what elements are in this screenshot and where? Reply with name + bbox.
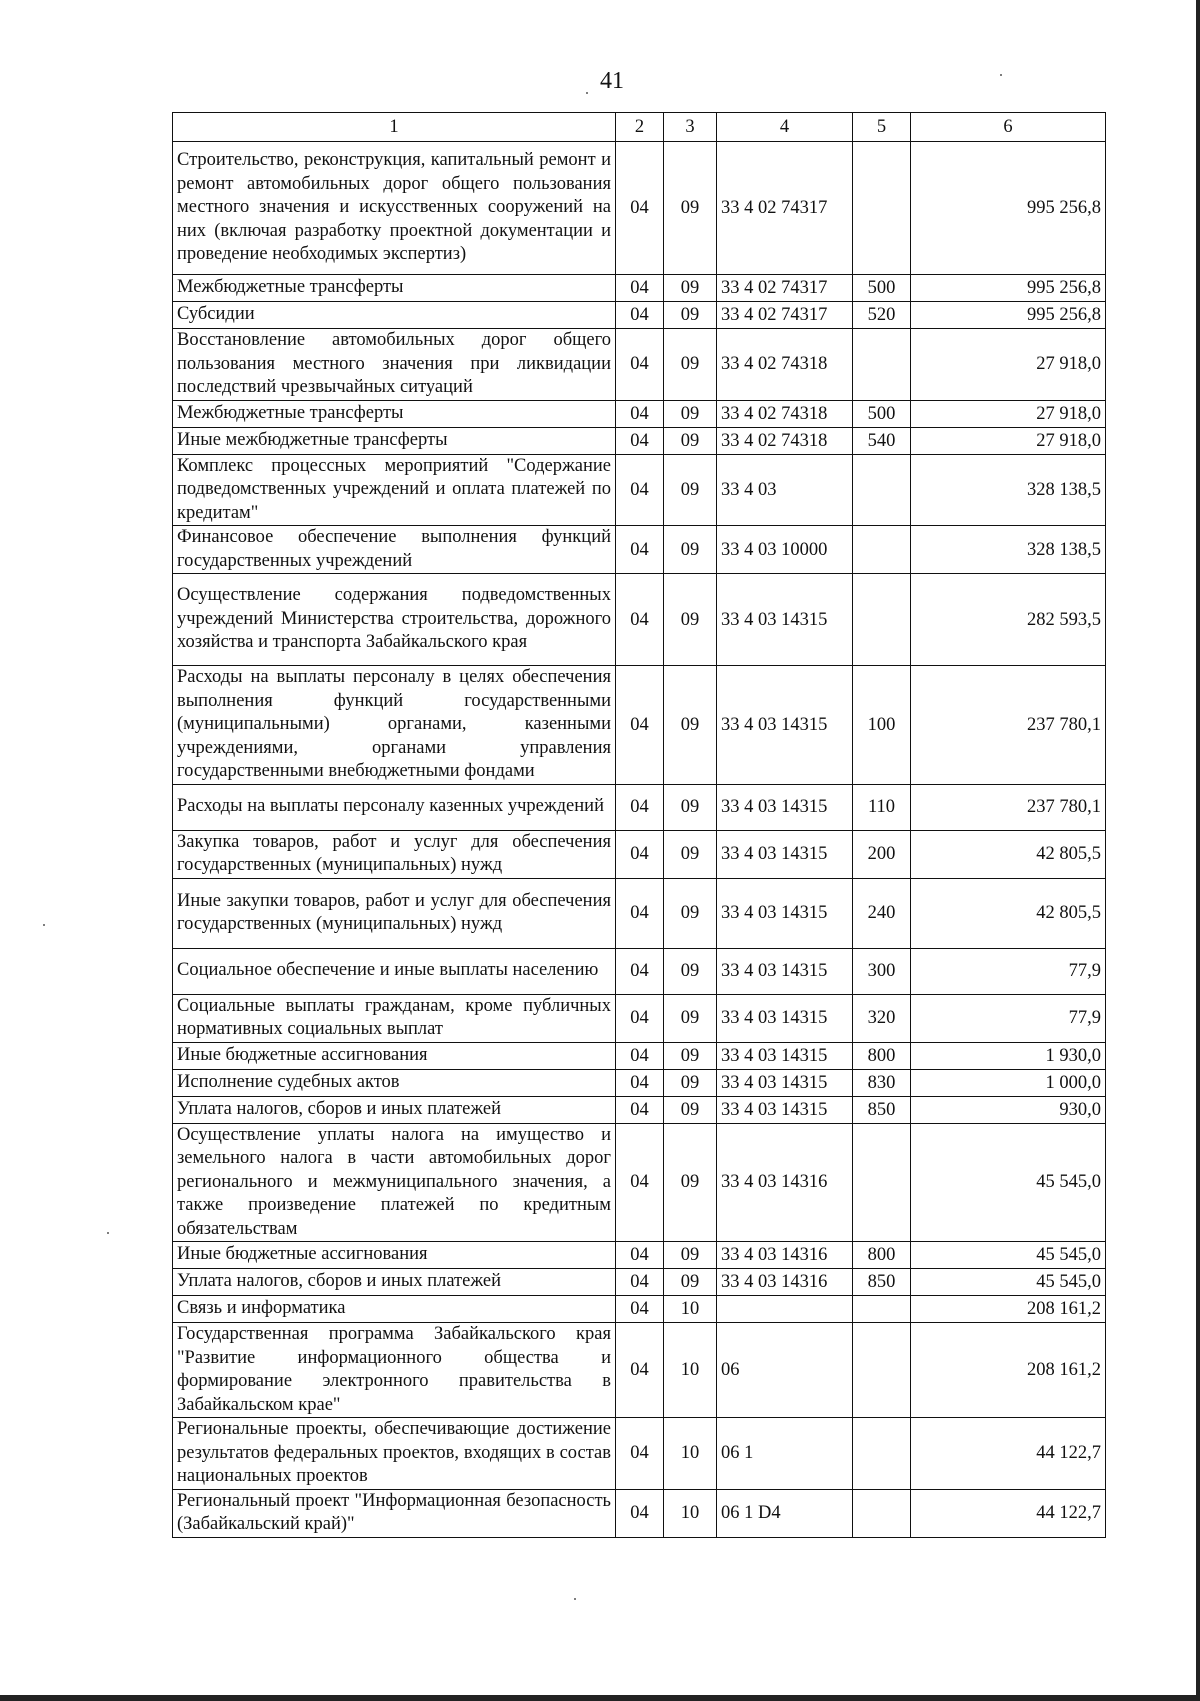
subsection-code-cell: 09: [664, 1096, 717, 1123]
table-row: [173, 784, 1106, 830]
row-name-cell: Комплекс процессных мероприятий "Содержание подведомственных учреждений и оплата платежей по кредитам": [173, 454, 616, 526]
subsection-code-cell: 10: [664, 1296, 717, 1323]
amount-cell: 77,9: [911, 994, 1106, 1042]
table-body: [173, 142, 1106, 1538]
section-code-cell: 04: [616, 1269, 664, 1296]
target-article-cell: 33 4 03 14315: [717, 878, 853, 948]
amount-cell: 930,0: [911, 1096, 1106, 1123]
subsection-code-cell: 09: [664, 878, 717, 948]
table-row: [173, 454, 1106, 526]
page-number: 41: [600, 68, 624, 94]
header-cell: 5: [853, 113, 911, 142]
header-cell: 4: [717, 113, 853, 142]
table-row: [173, 275, 1106, 302]
table-row: [173, 994, 1106, 1042]
subsection-code-cell: 10: [664, 1323, 717, 1418]
amount-cell: 45 545,0: [911, 1269, 1106, 1296]
scan-speck: [107, 1232, 109, 1234]
amount-cell: 27 918,0: [911, 329, 1106, 401]
amount-cell: 42 805,5: [911, 878, 1106, 948]
section-code-cell: 04: [616, 454, 664, 526]
expense-type-cell: [853, 574, 911, 666]
target-article-cell: 33 4 02 74318: [717, 329, 853, 401]
section-code-cell: 04: [616, 830, 664, 878]
amount-cell: 995 256,8: [911, 275, 1106, 302]
table-row: [173, 1296, 1106, 1323]
table-row: [173, 1096, 1106, 1123]
section-code-cell: 04: [616, 1296, 664, 1323]
target-article-cell: [717, 1296, 853, 1323]
row-name-cell: Связь и информатика: [173, 1296, 616, 1323]
amount-cell: 328 138,5: [911, 454, 1106, 526]
section-code-cell: 04: [616, 784, 664, 830]
target-article-cell: 33 4 03 14315: [717, 830, 853, 878]
row-name-cell: Государственная программа Забайкальского края "Развитие информационного общества и формирование электронного правительства в Забайкальском крае": [173, 1323, 616, 1418]
row-name-cell: Региональные проекты, обеспечивающие достижение результатов федеральных проектов, входящих в состав национальных проектов: [173, 1418, 616, 1490]
row-name-cell: Осуществление содержания подведомственных учреждений Министерства строительства, дорожного хозяйства и транспорта Забайкальского края: [173, 574, 616, 666]
row-name-cell: Региональный проект "Информационная безопасность (Забайкальский край)": [173, 1489, 616, 1537]
subsection-code-cell: 09: [664, 666, 717, 785]
table-row: [173, 878, 1106, 948]
header-cell: 6: [911, 113, 1106, 142]
expense-type-cell: [853, 1418, 911, 1490]
table-row: [173, 1042, 1106, 1069]
header-row: [173, 113, 1106, 142]
section-code-cell: 04: [616, 302, 664, 329]
target-article-cell: 33 4 02 74317: [717, 142, 853, 275]
subsection-code-cell: 09: [664, 1042, 717, 1069]
amount-cell: 282 593,5: [911, 574, 1106, 666]
expense-type-cell: [853, 526, 911, 574]
amount-cell: 42 805,5: [911, 830, 1106, 878]
header-cell: 1: [173, 113, 616, 142]
section-code-cell: 04: [616, 1323, 664, 1418]
section-code-cell: 04: [616, 400, 664, 427]
target-article-cell: 33 4 03 14315: [717, 666, 853, 785]
section-code-cell: 04: [616, 1242, 664, 1269]
table-row: [173, 302, 1106, 329]
section-code-cell: 04: [616, 142, 664, 275]
expense-type-cell: 500: [853, 275, 911, 302]
subsection-code-cell: 09: [664, 784, 717, 830]
subsection-code-cell: 09: [664, 1269, 717, 1296]
row-name-cell: Уплата налогов, сборов и иных платежей: [173, 1269, 616, 1296]
subsection-code-cell: 09: [664, 526, 717, 574]
amount-cell: 27 918,0: [911, 427, 1106, 454]
amount-cell: 995 256,8: [911, 142, 1106, 275]
subsection-code-cell: 09: [664, 302, 717, 329]
target-article-cell: 06: [717, 1323, 853, 1418]
expense-type-cell: 850: [853, 1269, 911, 1296]
expense-type-cell: [853, 142, 911, 275]
section-code-cell: 04: [616, 948, 664, 994]
amount-cell: 237 780,1: [911, 666, 1106, 785]
section-code-cell: 04: [616, 329, 664, 401]
amount-cell: 1 930,0: [911, 1042, 1106, 1069]
target-article-cell: 33 4 03: [717, 454, 853, 526]
table-row: [173, 1269, 1106, 1296]
budget-table: [172, 112, 1106, 1538]
expense-type-cell: 830: [853, 1069, 911, 1096]
target-article-cell: 33 4 03 14315: [717, 1096, 853, 1123]
row-name-cell: Финансовое обеспечение выполнения функций государственных учреждений: [173, 526, 616, 574]
table-row: [173, 427, 1106, 454]
section-code-cell: 04: [616, 1042, 664, 1069]
section-code-cell: 04: [616, 666, 664, 785]
amount-cell: 27 918,0: [911, 400, 1106, 427]
table-row: [173, 830, 1106, 878]
row-name-cell: Восстановление автомобильных дорог общего пользования местного значения при ликвидации последствий чрезвычайных ситуаций: [173, 329, 616, 401]
amount-cell: 237 780,1: [911, 784, 1106, 830]
row-name-cell: Закупка товаров, работ и услуг для обеспечения государственных (муниципальных) нужд: [173, 830, 616, 878]
table-row: [173, 666, 1106, 785]
subsection-code-cell: 09: [664, 830, 717, 878]
scan-speck: [1000, 74, 1002, 76]
scan-speck: [43, 924, 45, 926]
expense-type-cell: [853, 1489, 911, 1537]
row-name-cell: Уплата налогов, сборов и иных платежей: [173, 1096, 616, 1123]
table-row: [173, 329, 1106, 401]
row-name-cell: Иные закупки товаров, работ и услуг для обеспечения государственных (муниципальных) нужд: [173, 878, 616, 948]
table-row: [173, 948, 1106, 994]
row-name-cell: Социальные выплаты гражданам, кроме публичных нормативных социальных выплат: [173, 994, 616, 1042]
expense-type-cell: 110: [853, 784, 911, 830]
amount-cell: 1 000,0: [911, 1069, 1106, 1096]
amount-cell: 44 122,7: [911, 1418, 1106, 1490]
amount-cell: 328 138,5: [911, 526, 1106, 574]
subsection-code-cell: 09: [664, 1242, 717, 1269]
subsection-code-cell: 09: [664, 427, 717, 454]
target-article-cell: 33 4 02 74317: [717, 302, 853, 329]
table-row: [173, 574, 1106, 666]
target-article-cell: 33 4 03 14315: [717, 574, 853, 666]
row-name-cell: Иные бюджетные ассигнования: [173, 1242, 616, 1269]
section-code-cell: 04: [616, 1489, 664, 1537]
table-row: [173, 526, 1106, 574]
scan-speck: [586, 92, 588, 94]
expense-type-cell: 300: [853, 948, 911, 994]
section-code-cell: 04: [616, 994, 664, 1042]
target-article-cell: 06 1 D4: [717, 1489, 853, 1537]
amount-cell: 45 545,0: [911, 1123, 1106, 1242]
row-name-cell: Социальное обеспечение и иные выплаты населению: [173, 948, 616, 994]
subsection-code-cell: 10: [664, 1418, 717, 1490]
section-code-cell: 04: [616, 427, 664, 454]
table-row: [173, 1489, 1106, 1537]
section-code-cell: 04: [616, 1418, 664, 1490]
target-article-cell: 06 1: [717, 1418, 853, 1490]
subsection-code-cell: 09: [664, 275, 717, 302]
header-cell: 2: [616, 113, 664, 142]
target-article-cell: 33 4 02 74318: [717, 427, 853, 454]
scan-speck: [574, 1598, 576, 1600]
target-article-cell: 33 4 03 14315: [717, 1042, 853, 1069]
table-row: [173, 1418, 1106, 1490]
section-code-cell: 04: [616, 1069, 664, 1096]
table-row: [173, 1242, 1106, 1269]
target-article-cell: 33 4 03 14315: [717, 1069, 853, 1096]
expense-type-cell: 240: [853, 878, 911, 948]
target-article-cell: 33 4 02 74317: [717, 275, 853, 302]
subsection-code-cell: 09: [664, 1069, 717, 1096]
target-article-cell: 33 4 03 14315: [717, 948, 853, 994]
target-article-cell: 33 4 03 14316: [717, 1269, 853, 1296]
expense-type-cell: [853, 1296, 911, 1323]
table-row: [173, 1069, 1106, 1096]
row-name-cell: Межбюджетные трансферты: [173, 400, 616, 427]
target-article-cell: 33 4 03 14315: [717, 994, 853, 1042]
subsection-code-cell: 09: [664, 329, 717, 401]
expense-type-cell: [853, 1323, 911, 1418]
subsection-code-cell: 09: [664, 994, 717, 1042]
row-name-cell: Межбюджетные трансферты: [173, 275, 616, 302]
expense-type-cell: 800: [853, 1042, 911, 1069]
row-name-cell: Иные межбюджетные трансферты: [173, 427, 616, 454]
subsection-code-cell: 09: [664, 574, 717, 666]
amount-cell: 45 545,0: [911, 1242, 1106, 1269]
row-name-cell: Иные бюджетные ассигнования: [173, 1042, 616, 1069]
table-row: [173, 1323, 1106, 1418]
section-code-cell: 04: [616, 1096, 664, 1123]
expense-type-cell: 850: [853, 1096, 911, 1123]
expense-type-cell: 200: [853, 830, 911, 878]
section-code-cell: 04: [616, 878, 664, 948]
expense-type-cell: [853, 329, 911, 401]
row-name-cell: Строительство, реконструкция, капитальный ремонт и ремонт автомобильных дорог общего пользования местного значения и искусственных сооружений на них (включая разработку проектной документации и проведение необходимых экспертиз): [173, 142, 616, 275]
table-row: [173, 400, 1106, 427]
expense-type-cell: [853, 1123, 911, 1242]
row-name-cell: Субсидии: [173, 302, 616, 329]
subsection-code-cell: 10: [664, 1489, 717, 1537]
section-code-cell: 04: [616, 275, 664, 302]
expense-type-cell: 540: [853, 427, 911, 454]
expense-type-cell: 100: [853, 666, 911, 785]
table-row: [173, 142, 1106, 275]
target-article-cell: 33 4 03 14316: [717, 1242, 853, 1269]
target-article-cell: 33 4 02 74318: [717, 400, 853, 427]
row-name-cell: Осуществление уплаты налога на имущество и земельного налога в части автомобильных дорог регионального и межмуниципального значения, а также произведение платежей по кредитным обязательствам: [173, 1123, 616, 1242]
target-article-cell: 33 4 03 14316: [717, 1123, 853, 1242]
header-cell: 3: [664, 113, 717, 142]
amount-cell: 995 256,8: [911, 302, 1106, 329]
expense-type-cell: [853, 454, 911, 526]
section-code-cell: 04: [616, 1123, 664, 1242]
section-code-cell: 04: [616, 574, 664, 666]
subsection-code-cell: 09: [664, 1123, 717, 1242]
subsection-code-cell: 09: [664, 948, 717, 994]
table-row: [173, 1123, 1106, 1242]
section-code-cell: 04: [616, 526, 664, 574]
subsection-code-cell: 09: [664, 142, 717, 275]
expense-type-cell: 320: [853, 994, 911, 1042]
expense-type-cell: 520: [853, 302, 911, 329]
amount-cell: 77,9: [911, 948, 1106, 994]
amount-cell: 44 122,7: [911, 1489, 1106, 1537]
row-name-cell: Расходы на выплаты персоналу в целях обеспечения выполнения функций государственными (муниципальными) органами, казенными учреждениями, органами управления государственными внебюджетными фондами: [173, 666, 616, 785]
target-article-cell: 33 4 03 14315: [717, 784, 853, 830]
amount-cell: 208 161,2: [911, 1323, 1106, 1418]
expense-type-cell: 500: [853, 400, 911, 427]
amount-cell: 208 161,2: [911, 1296, 1106, 1323]
row-name-cell: Исполнение судебных актов: [173, 1069, 616, 1096]
expense-type-cell: 800: [853, 1242, 911, 1269]
subsection-code-cell: 09: [664, 454, 717, 526]
row-name-cell: Расходы на выплаты персоналу казенных учреждений: [173, 784, 616, 830]
subsection-code-cell: 09: [664, 400, 717, 427]
target-article-cell: 33 4 03 10000: [717, 526, 853, 574]
